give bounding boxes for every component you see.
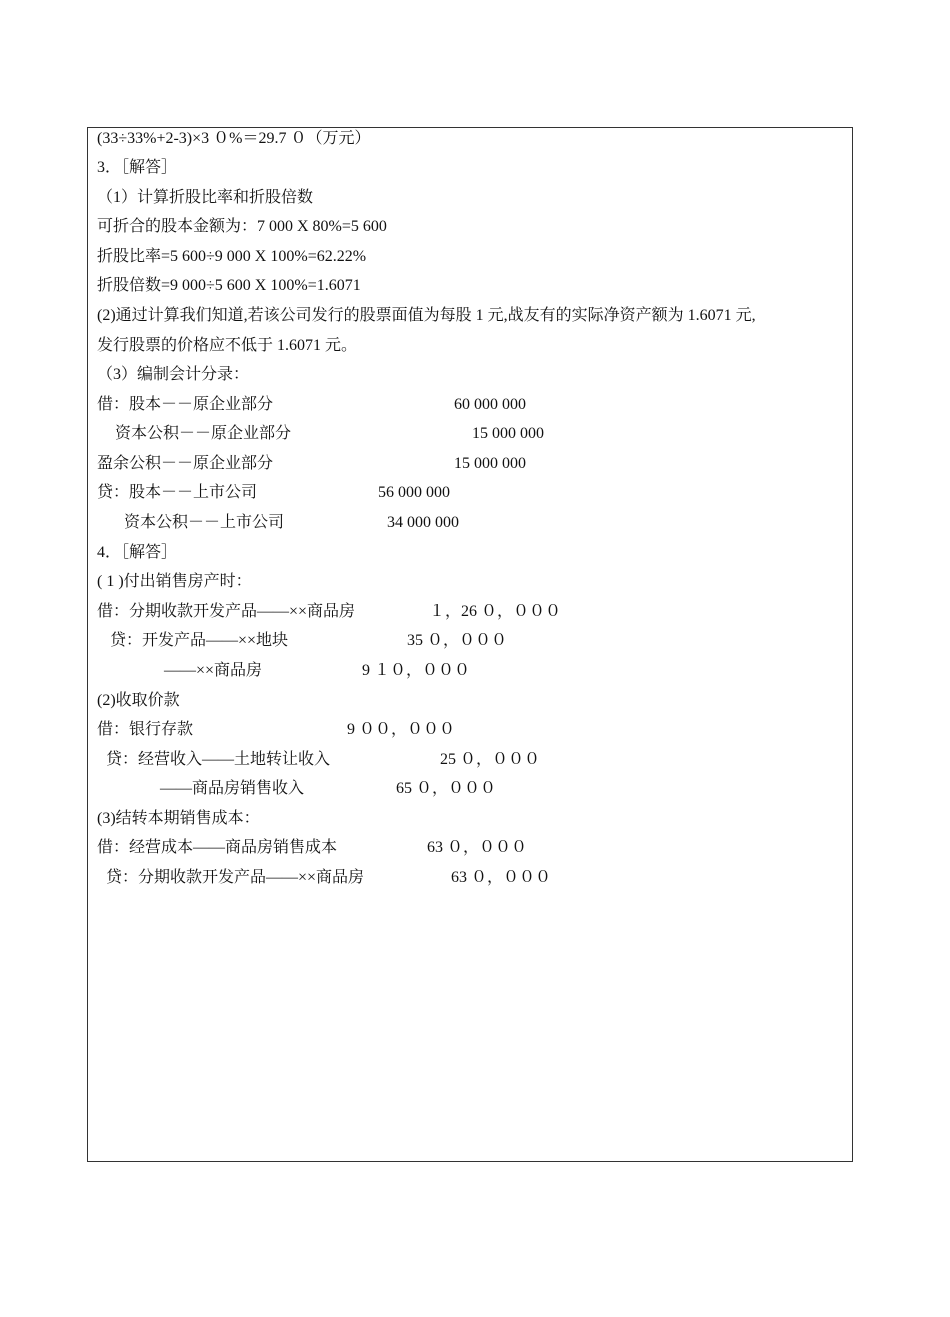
journal-account: 贷：分期收款开发产品——××商品房 (106, 869, 365, 886)
line-text: 发行股票的价格应不低于 1.6071 元。 (97, 337, 358, 354)
journal-amount: １，26 ０，０００ (429, 603, 562, 620)
journal-account: 资本公积－－上市公司 (124, 514, 285, 531)
line-text: ( 1 )付出销售房产时： (97, 573, 252, 590)
line-text: 折股比率=5 600÷9 000 X 100%=62.22% (97, 248, 367, 265)
journal-account: 借：经营成本——商品房销售成本 (97, 839, 338, 856)
journal-amount: 15 000 000 (454, 455, 526, 472)
line-text: 折股倍数=9 000÷5 600 X 100%=1.6071 (97, 277, 361, 294)
journal-amount: 35 ０，０００ (407, 632, 508, 649)
journal-account: 借：银行存款 (97, 721, 194, 738)
journal-amount: 9 ００，０００ (347, 721, 456, 738)
journal-amount: 63 ０，０００ (451, 869, 552, 886)
journal-account: 盈余公积－－原企业部分 (97, 455, 274, 472)
line-text: (2)收取价款 (97, 692, 180, 709)
answer-box (87, 127, 853, 1162)
section-heading: 3．［解答］ (97, 159, 178, 176)
journal-account: 贷：开发产品——××地块 (110, 632, 289, 649)
journal-account: 借：分期收款开发产品——××商品房 (97, 603, 356, 620)
journal-amount: 56 000 000 (378, 484, 450, 501)
journal-amount: 63 ０，０００ (427, 839, 528, 856)
journal-amount: 60 000 000 (454, 396, 526, 413)
section-heading: 4．［解答］ (97, 544, 178, 561)
journal-account: 贷：股本－－上市公司 (97, 484, 258, 501)
line-text: 可折合的股本金额为：7 000 X 80%=5 600 (97, 218, 387, 235)
journal-account: ——××商品房 (164, 662, 263, 679)
journal-amount: 25 ０，０００ (440, 751, 541, 768)
line-text: （1）计算折股比率和折股倍数 (97, 189, 314, 206)
line-text: (33÷33%+2-3)×3 ０%＝29.7 ０（万元） (97, 130, 371, 147)
journal-amount: 9 １０，０００ (362, 662, 471, 679)
journal-amount: 34 000 000 (387, 514, 459, 531)
line-text: (2)通过计算我们知道,若该公司发行的股票面值为每股 1 元,战友有的实际净资产额为 1.6071 元, (97, 307, 756, 324)
line-text: （3）编制会计分录： (97, 366, 250, 383)
journal-account: 贷：经营收入——土地转让收入 (106, 751, 331, 768)
journal-amount: 15 000 000 (472, 425, 544, 442)
journal-account: 资本公积－－原企业部分 (115, 425, 292, 442)
journal-account: 借：股本－－原企业部分 (97, 396, 274, 413)
journal-amount: 65 ０，０００ (396, 780, 497, 797)
journal-account: ——商品房销售收入 (160, 780, 305, 797)
line-text: (3)结转本期销售成本： (97, 810, 260, 827)
